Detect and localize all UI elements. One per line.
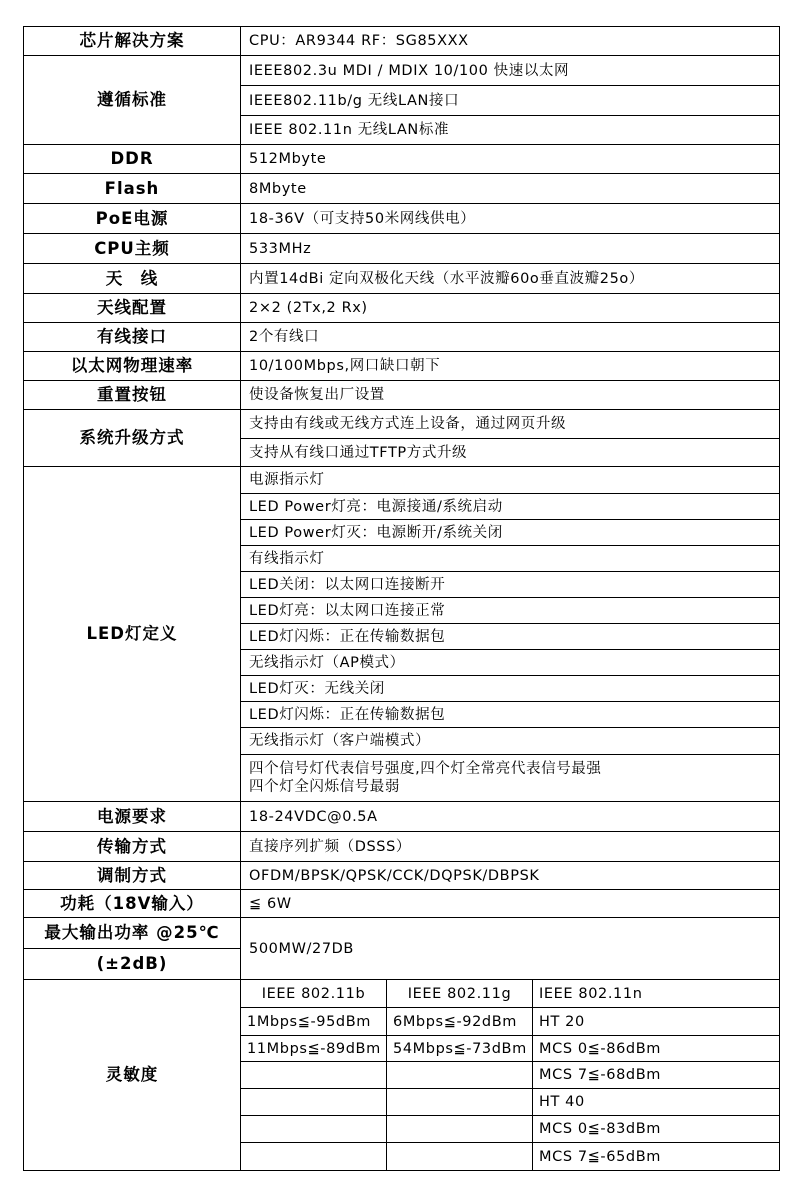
value-poe: 18-36V（可支持50米网线供电） (241, 204, 780, 234)
row-poe (24, 204, 780, 234)
row-max-output-1 (24, 918, 780, 949)
value-reset: 使设备恢复出厂设置 (241, 381, 780, 410)
row-antenna-config (24, 294, 780, 323)
value-led-10: LED灯闪烁：正在传输数据包 (241, 702, 780, 728)
label-poe: PoE电源 (24, 204, 241, 234)
label-transmission: 传输方式 (24, 832, 241, 862)
sens-header-g: IEEE 802.11g (387, 980, 533, 1008)
label-max-output-1: 最大输出功率 @25℃ (24, 918, 241, 949)
value-cpu-freq: 533MHz (241, 234, 780, 264)
value-led-6: LED灯亮：以太网口连接正常 (241, 598, 780, 624)
label-reset: 重置按钮 (24, 381, 241, 410)
label-standard: 遵循标准 (24, 56, 241, 145)
value-led-7: LED灯闪烁：正在传输数据包 (241, 624, 780, 650)
sens-cell-g (387, 1143, 533, 1171)
spec-table (23, 26, 780, 1171)
row-transmission (24, 832, 780, 862)
label-flash: Flash (24, 174, 241, 204)
sens-header-n: IEEE 802.11n (533, 980, 780, 1008)
value-led-2: LED Power灯亮：电源接通/系统启动 (241, 494, 780, 520)
label-modulation: 调制方式 (24, 862, 241, 890)
label-sensitivity: 灵敏度 (24, 980, 241, 1171)
value-ddr: 512Mbyte (241, 145, 780, 174)
label-power-req: 电源要求 (24, 802, 241, 832)
value-led-4: 有线指示灯 (241, 546, 780, 572)
label-ddr: DDR (24, 145, 241, 174)
row-reset (24, 381, 780, 410)
sens-cell-b (241, 1062, 387, 1089)
value-wired-port: 2个有线口 (241, 323, 780, 352)
row-modulation (24, 862, 780, 890)
value-power-req: 18-24VDC@0.5A (241, 802, 780, 832)
row-chip (24, 27, 780, 56)
value-upgrade-2: 支持从有线口通过TFTP方式升级 (241, 439, 780, 467)
sens-cell-b (241, 1143, 387, 1171)
row-upgrade-1 (24, 410, 780, 439)
label-max-output-2: (±2dB) (24, 949, 241, 980)
value-led-3: LED Power灯灭：电源断开/系统关闭 (241, 520, 780, 546)
row-power-req (24, 802, 780, 832)
label-eth-rate: 以太网物理速率 (24, 352, 241, 381)
sens-cell-b (241, 1116, 387, 1143)
label-antenna-config: 天线配置 (24, 294, 241, 323)
sens-cell-n: HT 20 (533, 1008, 780, 1036)
led-signal-line-1: 四个信号灯代表信号强度,四个灯全常亮代表信号最强 (249, 761, 602, 777)
row-wired-port (24, 323, 780, 352)
label-led: LED灯定义 (24, 467, 241, 802)
sens-header-b: IEEE 802.11b (241, 980, 387, 1008)
sens-cell-n: MCS 7≦-65dBm (533, 1143, 780, 1171)
sens-cell-b (241, 1089, 387, 1116)
label-antenna: 天 线 (24, 264, 241, 294)
sens-cell-g: 6Mbps≦-92dBm (387, 1008, 533, 1036)
value-flash: 8Mbyte (241, 174, 780, 204)
sens-cell-b: 11Mbps≦-89dBm (241, 1036, 387, 1062)
label-wired-port: 有线接口 (24, 323, 241, 352)
row-flash (24, 174, 780, 204)
value-standard-1: IEEE802.3u MDI / MDIX 10/100 快速以太网 (241, 56, 780, 86)
value-standard-3: IEEE 802.11n 无线LAN标准 (241, 116, 780, 145)
value-upgrade-1: 支持由有线或无线方式连上设备，通过网页升级 (241, 410, 780, 439)
sens-cell-n: HT 40 (533, 1089, 780, 1116)
value-transmission: 直接序列扩频（DSSS） (241, 832, 780, 862)
value-antenna: 内置14dBi 定向双极化天线（水平波瓣60o垂直波瓣25o） (241, 264, 780, 294)
sens-cell-n: MCS 0≦-86dBm (533, 1036, 780, 1062)
row-cpu-freq (24, 234, 780, 264)
row-standard-1 (24, 56, 780, 86)
value-modulation: OFDM/BPSK/QPSK/CCK/DQPSK/DBPSK (241, 862, 780, 890)
sens-cell-g (387, 1062, 533, 1089)
value-max-output: 500MW/27DB (241, 918, 780, 980)
sens-cell-g: 54Mbps≦-73dBm (387, 1036, 533, 1062)
value-led-11: 无线指示灯（客户端模式） (241, 728, 780, 755)
label-power-consumption: 功耗（18V输入） (24, 890, 241, 918)
label-chip: 芯片解决方案 (24, 27, 241, 56)
value-power-consumption: ≦ 6W (241, 890, 780, 918)
row-led-1 (24, 467, 780, 494)
row-eth-rate (24, 352, 780, 381)
sens-cell-n: MCS 0≦-83dBm (533, 1116, 780, 1143)
value-led-12 (241, 755, 780, 802)
value-led-8: 无线指示灯（AP模式） (241, 650, 780, 676)
label-cpu-freq: CPU主频 (24, 234, 241, 264)
row-sensitivity-header (24, 980, 780, 1008)
sens-cell-g (387, 1116, 533, 1143)
label-upgrade: 系统升级方式 (24, 410, 241, 467)
sens-cell-g (387, 1089, 533, 1116)
value-led-9: LED灯灭：无线关闭 (241, 676, 780, 702)
value-chip: CPU：AR9344 RF：SG85XXX (241, 27, 780, 56)
value-antenna-config: 2×2 (2Tx,2 Rx) (241, 294, 780, 323)
sens-cell-b: 1Mbps≦-95dBm (241, 1008, 387, 1036)
row-ddr (24, 145, 780, 174)
value-standard-2: IEEE802.11b/g 无线LAN接口 (241, 86, 780, 116)
row-antenna (24, 264, 780, 294)
value-eth-rate: 10/100Mbps,网口缺口朝下 (241, 352, 780, 381)
sens-cell-n: MCS 7≦-68dBm (533, 1062, 780, 1089)
led-signal-line-2: 四个灯全闪烁信号最弱 (249, 779, 400, 795)
value-led-5: LED关闭：以太网口连接断开 (241, 572, 780, 598)
row-power-consumption (24, 890, 780, 918)
value-led-1: 电源指示灯 (241, 467, 780, 494)
